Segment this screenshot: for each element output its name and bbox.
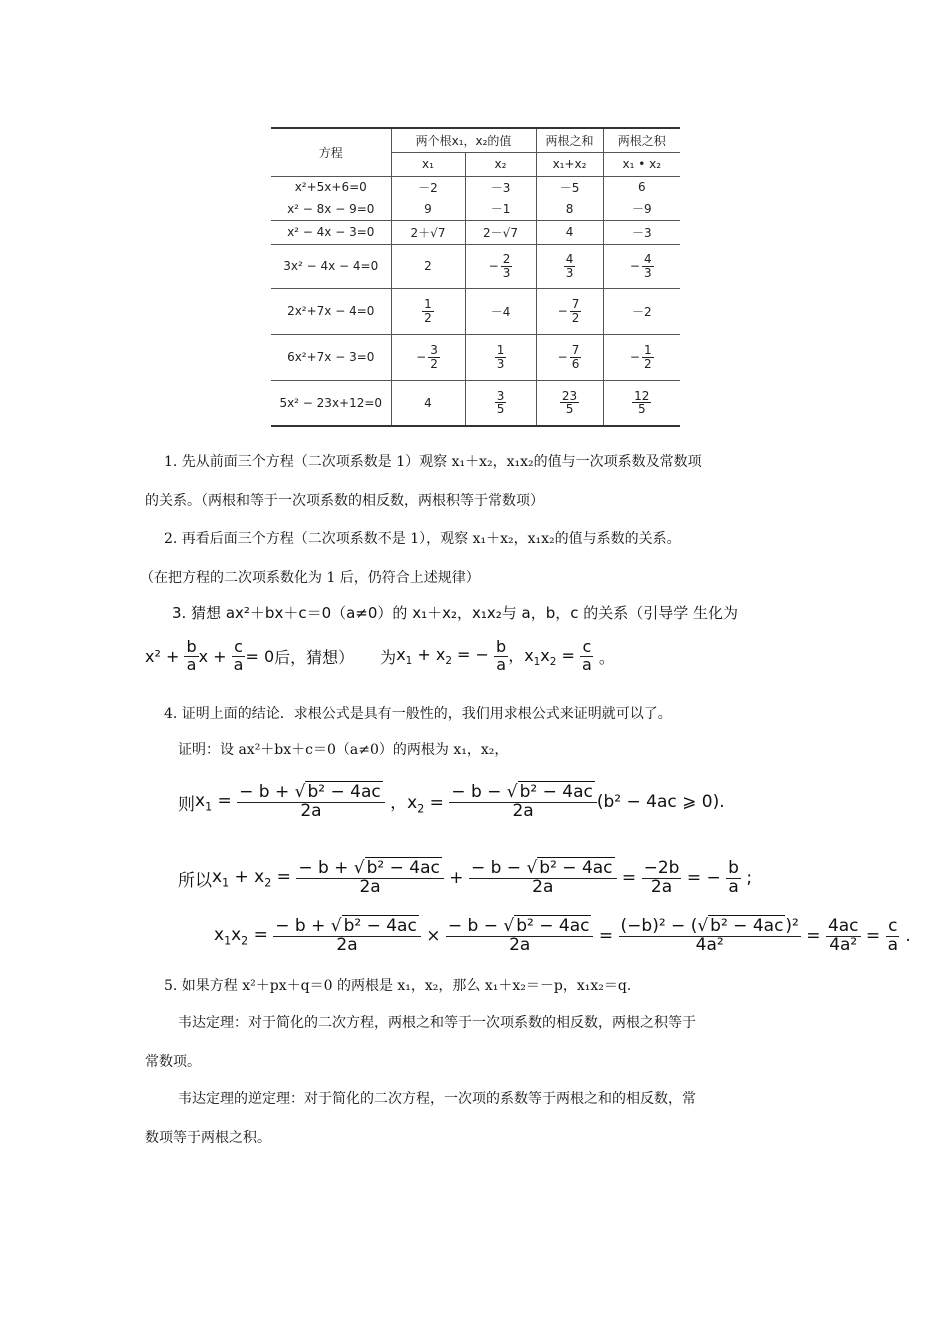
- table-cell-prod: －9: [603, 198, 680, 220]
- table-cell-x1: 2: [391, 244, 465, 288]
- table-cell-x1: $\frac{1}{2}$: [391, 288, 465, 334]
- paragraph-3-suffix: 后，猜想）: [274, 647, 355, 667]
- table-cell-x2: $\frac{1}{3}$: [465, 334, 536, 380]
- paragraph-1-line-2: 的关系。（两根和等于一次项系数的相反数，两根积等于常数项）: [145, 493, 544, 509]
- paragraph-2-line-1: 2. 再看后面三个方程（二次项系数不是 1），观察 x₁＋x₂，x₁x₂的值与系数的关系。: [164, 531, 681, 547]
- table-cell-sum: $\frac{23}{5}$: [536, 380, 603, 426]
- header-equation: 方程: [271, 128, 391, 176]
- paragraph-4-proof: 证明：设 ax²＋bx＋c＝0（a≠0）的两根为 x₁，x₂，: [178, 742, 509, 758]
- paragraph-3-line-1: 3. 猜想 ax²＋bx＋c＝0（a≠0）的 x₁＋x₂，x₁x₂与 a，b，c 的关系（引导学 生化为: [172, 604, 739, 622]
- formula-sum: 所以 $x_1 + x_2$ = $\frac{\text{− b + √ b² − 4ac}}{2a}$ + $\frac{\text{− b − √ b² − 4ac}}{2a}$ = $\frac{-2b}{2a}$ = − $\frac{b}{a}$ ;: [178, 857, 753, 897]
- then-label: 则: [178, 794, 195, 815]
- header-product: 两根之积: [603, 128, 680, 152]
- formula-product: $x_1x_2$ = $\frac{\text{− b + √ b² − 4ac}}{2a}$ × $\frac{\text{− b − √ b² − 4ac}}{2a}$ = $\frac{\text{(−b)² − (√ b² − 4ac )²}}{\text{4a²}}$ = $\frac{4ac}{\text{4a²}}$ = $\frac{c}{a}$ .: [214, 915, 911, 955]
- table-cell-prod: − $\frac{1}{2}$: [603, 334, 680, 380]
- table-cell-x2: －4: [465, 288, 536, 334]
- roots-table: [271, 127, 680, 427]
- paragraph-3-mid: 为: [380, 647, 397, 667]
- table-cell-eq: x²+5x+6=0: [271, 176, 391, 198]
- paragraph-3-formula: x² + $\frac{b}{a}$ x + $\frac{c}{a}$ = 0 后，猜想） 为 $x_1 + x_2$ = − $\frac{b}{a}$ ，$x_1x_2$ = $\frac{c}{a}$ 。: [145, 636, 615, 674]
- table-cell-eq: 5x² − 23x+12=0: [271, 380, 391, 426]
- header-product-expr: x₁ • x₂: [603, 152, 680, 176]
- so-label: 所以: [178, 870, 212, 891]
- table-cell-eq: x² − 4x − 3=0: [271, 220, 391, 244]
- paragraph-4: 4. 证明上面的结论．求根公式是具有一般性的，我们用求根公式来证明就可以了。: [164, 706, 672, 722]
- table-cell-x2: －3: [465, 176, 536, 198]
- table-cell-x2: $\frac{3}{5}$: [465, 380, 536, 426]
- table-cell-x1: －2: [391, 176, 465, 198]
- paragraph-1-line-1: 1. 先从前面三个方程（二次项系数是 1）观察 x₁＋x₂，x₁x₂的值与一次项系数及常数项: [164, 454, 702, 470]
- vieta-converse-line-2: 数项等于两根之积。: [145, 1130, 271, 1146]
- table-cell-sum: －5: [536, 176, 603, 198]
- table-cell-x1: 2＋√7: [391, 220, 465, 244]
- vieta-theorem-line-2: 常数项。: [145, 1054, 201, 1070]
- header-sum: 两根之和: [536, 128, 603, 152]
- table-cell-sum: $\frac{4}{3}$: [536, 244, 603, 288]
- formula-roots: 则 $x_1$ = $\frac{\text{− b + √ b² − 4ac}}{2a}$ ，$x_2$ = $\frac{\text{− b − √ b² − 4ac}}{2a}$ (b² − 4ac ⩾ 0).: [178, 781, 725, 821]
- table-cell-prod: $\frac{12}{5}$: [603, 380, 680, 426]
- table-cell-sum: 4: [536, 220, 603, 244]
- table-cell-sum: 8: [536, 198, 603, 220]
- header-sum-expr: x₁+x₂: [536, 152, 603, 176]
- table-cell-x2: 2－√7: [465, 220, 536, 244]
- table-cell-prod: − $\frac{4}{3}$: [603, 244, 680, 288]
- table-cell-prod: －2: [603, 288, 680, 334]
- table-cell-prod: －3: [603, 220, 680, 244]
- header-x1: x₁: [391, 152, 465, 176]
- table-cell-x2: − $\frac{2}{3}$: [465, 244, 536, 288]
- table-cell-eq: 2x²+7x − 4=0: [271, 288, 391, 334]
- vieta-converse-line-1: 韦达定理的逆定理：对于简化的二次方程，一次项的系数等于两根之和的相反数，常: [178, 1091, 696, 1107]
- vieta-theorem-line-1: 韦达定理：对于简化的二次方程，两根之和等于一次项系数的相反数，两根之积等于: [178, 1015, 696, 1031]
- table-cell-eq: 6x²+7x − 3=0: [271, 334, 391, 380]
- table-cell-eq: 3x² − 4x − 4=0: [271, 244, 391, 288]
- table-cell-x2: －1: [465, 198, 536, 220]
- table-cell-x1: 4: [391, 380, 465, 426]
- paragraph-5: 5. 如果方程 x²＋px＋q＝0 的两根是 x₁，x₂，那么 x₁＋x₂＝－p，x₁x₂＝q.: [164, 978, 632, 994]
- table-cell-sum: − $\frac{7}{2}$: [536, 288, 603, 334]
- table-cell-x1: − $\frac{3}{2}$: [391, 334, 465, 380]
- paragraph-2-line-2: （在把方程的二次项系数化为 1 后，仍符合上述规律）: [140, 570, 480, 586]
- table-cell-prod: 6: [603, 176, 680, 198]
- table-cell-eq: x² − 8x − 9=0: [271, 198, 391, 220]
- header-roots: 两个根x₁，x₂的值: [391, 128, 536, 152]
- table-cell-sum: − $\frac{7}{6}$: [536, 334, 603, 380]
- header-x2: x₂: [465, 152, 536, 176]
- table-cell-x1: 9: [391, 198, 465, 220]
